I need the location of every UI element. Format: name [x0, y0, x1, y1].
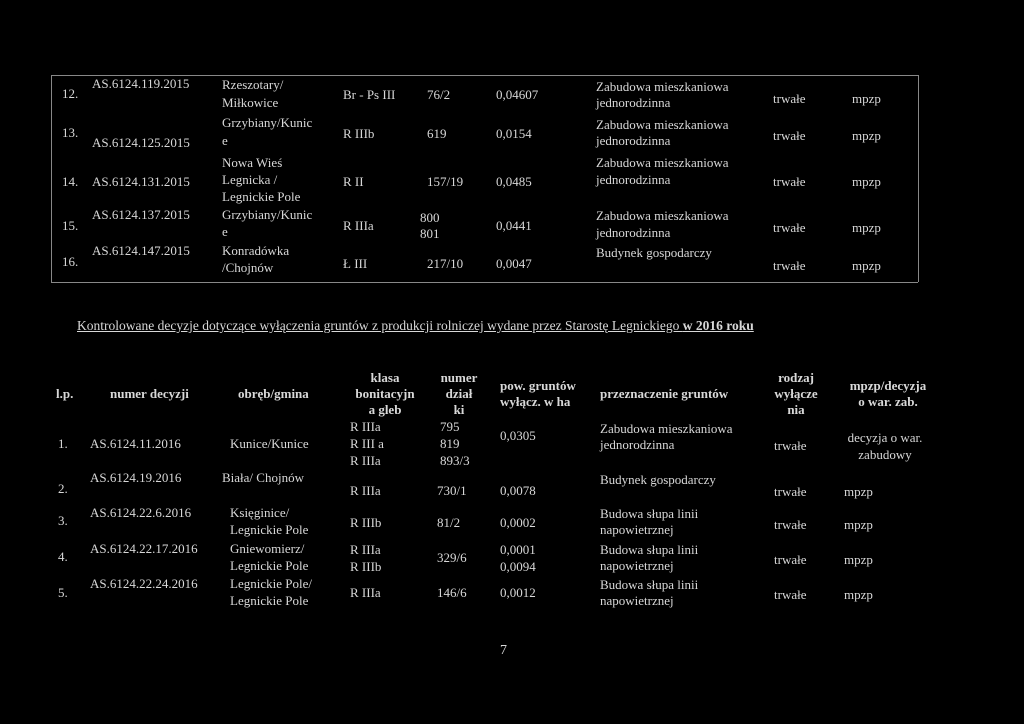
header-plot: dział: [445, 386, 473, 401]
purpose-cell: Zabudowa mieszkaniowa: [600, 421, 733, 436]
status-cell: mpzp: [844, 552, 873, 567]
decision-cell: AS.6124.119.2015: [92, 76, 190, 91]
header-kind: rodzaj: [778, 370, 814, 385]
header-plot: numer: [440, 370, 478, 385]
plot-cell: 217/10: [427, 256, 464, 271]
status-cell: mpzp: [852, 91, 881, 106]
status-cell: mpzp: [844, 517, 873, 532]
decision-cell: AS.6124.131.2015: [92, 174, 190, 189]
kind-cell: trwałe: [774, 587, 807, 602]
area-cell: Grzybiany/Kunic: [222, 115, 313, 130]
decision-cell: AS.6124.125.2015: [92, 135, 190, 150]
class-cell: R IIIb: [350, 559, 382, 574]
purpose-cell: Zabudowa mieszkaniowa: [596, 79, 729, 94]
purpose-cell: Budynek gospodarczy: [596, 245, 712, 260]
status-cell: zabudowy: [858, 447, 912, 462]
status-cell: mpzp: [852, 258, 881, 273]
header-plot: ki: [453, 402, 465, 417]
plot-cell: 819: [440, 436, 460, 451]
size-cell: 0,0094: [500, 559, 536, 574]
size-cell: 0,0154: [496, 126, 532, 141]
kind-cell: trwałe: [773, 174, 806, 189]
class-cell: R IIIa: [343, 218, 374, 233]
area-cell: Rzeszotary/: [222, 77, 284, 92]
size-cell: 0,0078: [500, 483, 536, 498]
header-size: wyłącz. w ha: [500, 394, 571, 409]
size-cell: 0,04607: [496, 87, 539, 102]
class-cell: R IIIa: [350, 483, 381, 498]
area-cell: Biała/ Chojnów: [222, 470, 304, 485]
kind-cell: trwałe: [774, 484, 807, 499]
purpose-cell: jednorodzinna: [596, 95, 671, 110]
class-cell: R IIIa: [350, 585, 381, 600]
plot-cell: 329/6: [437, 550, 467, 565]
purpose-cell: Zabudowa mieszkaniowa: [596, 117, 729, 132]
class-cell: R IIIb: [343, 126, 375, 141]
header-class: bonitacyjn: [355, 386, 415, 401]
top-table-border-right: [918, 75, 919, 282]
class-cell: R IIIa: [350, 419, 381, 434]
area-cell: Miłkowice: [222, 95, 279, 110]
page-number: 7: [500, 643, 507, 658]
lp-cell: 15.: [62, 218, 79, 233]
decision-cell: AS.6124.22.17.2016: [90, 541, 198, 556]
decision-cell: AS.6124.19.2016: [90, 470, 182, 485]
purpose-cell: napowietrznej: [600, 558, 674, 573]
area-cell: Grzybiany/Kunic: [222, 207, 313, 222]
plot-cell: 800: [420, 210, 440, 225]
header-lp: l.p.: [56, 386, 74, 401]
kind-cell: trwałe: [773, 258, 806, 273]
area-cell: Konradówka: [222, 243, 290, 258]
purpose-cell: jednorodzinna: [596, 225, 671, 240]
size-cell: 0,0002: [500, 515, 536, 530]
header-purpose: przeznaczenie gruntów: [600, 386, 729, 401]
purpose-cell: Budynek gospodarczy: [600, 472, 716, 487]
area-cell: e: [222, 224, 228, 239]
area-cell: Legnickie Pole: [230, 558, 309, 573]
header-decision: numer decyzji: [110, 386, 189, 401]
caption-year: w 2016 roku: [682, 318, 754, 333]
section-caption: [77, 318, 754, 334]
area-cell: Księginice/: [230, 505, 290, 520]
area-cell: Nowa Wieś: [222, 155, 283, 170]
plot-cell: 619: [427, 126, 447, 141]
plot-cell: 146/6: [437, 585, 467, 600]
status-cell: mpzp: [844, 484, 873, 499]
area-cell: Legnicka /: [222, 172, 278, 187]
purpose-cell: Budowa słupa linii: [600, 542, 699, 557]
plot-cell: 81/2: [437, 515, 461, 530]
area-cell: Gniewomierz/: [230, 541, 305, 556]
header-area: obręb/gmina: [238, 386, 309, 401]
lp-cell: 5.: [58, 585, 68, 600]
plot-cell: 801: [420, 226, 440, 241]
decision-cell: AS.6124.22.6.2016: [90, 505, 192, 520]
purpose-cell: jednorodzinna: [596, 172, 671, 187]
lp-cell: 1.: [58, 436, 68, 451]
kind-cell: trwałe: [773, 220, 806, 235]
lp-cell: 14.: [62, 174, 79, 189]
purpose-cell: napowietrznej: [600, 522, 674, 537]
plot-cell: 76/2: [427, 87, 451, 102]
size-cell: 0,0012: [500, 585, 536, 600]
class-cell: R IIIa: [350, 453, 381, 468]
kind-cell: trwałe: [774, 517, 807, 532]
size-cell: 0,0305: [500, 428, 536, 443]
purpose-cell: jednorodzinna: [596, 133, 671, 148]
purpose-cell: Zabudowa mieszkaniowa: [596, 155, 729, 170]
header-kind: wyłącze: [774, 386, 818, 401]
area-cell: /Chojnów: [222, 260, 274, 275]
size-cell: 0,0047: [496, 256, 532, 271]
plot-cell: 157/19: [427, 174, 464, 189]
lp-cell: 2.: [58, 481, 68, 496]
class-cell: R IIIb: [350, 515, 382, 530]
area-cell: Legnickie Pole: [230, 593, 309, 608]
purpose-cell: Budowa słupa linii: [600, 577, 699, 592]
area-cell: Legnickie Pole: [222, 189, 301, 204]
purpose-cell: napowietrznej: [600, 593, 674, 608]
status-cell: mpzp: [852, 128, 881, 143]
kind-cell: trwałe: [773, 91, 806, 106]
area-cell: Kunice/Kunice: [230, 436, 309, 451]
caption-text: Kontrolowane decyzje dotyczące wyłączenia gruntów z produkcji rolniczej wydane przez Starostę Legnickiego: [77, 318, 683, 333]
size-cell: 0,0485: [496, 174, 532, 189]
kind-cell: trwałe: [774, 552, 807, 567]
plot-cell: 730/1: [437, 483, 467, 498]
class-cell: R III a: [350, 436, 384, 451]
decision-cell: AS.6124.147.2015: [92, 243, 190, 258]
purpose-cell: jednorodzinna: [600, 437, 675, 452]
purpose-cell: Zabudowa mieszkaniowa: [596, 208, 729, 223]
header-size: pow. gruntów: [500, 378, 576, 393]
header-class: klasa: [370, 370, 400, 385]
purpose-cell: Budowa słupa linii: [600, 506, 699, 521]
top-table-border-left: [51, 75, 52, 282]
plot-cell: 893/3: [440, 453, 470, 468]
lp-cell: 16.: [62, 254, 79, 269]
decision-cell: AS.6124.22.24.2016: [90, 576, 198, 591]
header-class: a gleb: [368, 402, 402, 417]
status-cell: mpzp: [852, 220, 881, 235]
header-status: mpzp/decyzja: [849, 378, 927, 393]
class-cell: Ł III: [343, 256, 368, 271]
decision-cell: AS.6124.137.2015: [92, 207, 190, 222]
class-cell: R IIIa: [350, 542, 381, 557]
lp-cell: 13.: [62, 125, 79, 140]
area-cell: Legnickie Pole: [230, 522, 309, 537]
area-cell: e: [222, 133, 228, 148]
header-kind: nia: [787, 402, 805, 417]
plot-cell: 795: [440, 419, 460, 434]
status-cell: decyzja o war.: [847, 430, 923, 445]
kind-cell: trwałe: [773, 128, 806, 143]
kind-cell: trwałe: [774, 438, 807, 453]
status-cell: mpzp: [844, 587, 873, 602]
lp-cell: 12.: [62, 86, 79, 101]
size-cell: 0,0441: [496, 218, 532, 233]
decision-cell: AS.6124.11.2016: [90, 436, 181, 451]
lp-cell: 3.: [58, 513, 68, 528]
header-status: o war. zab.: [858, 394, 918, 409]
size-cell: 0,0001: [500, 542, 536, 557]
area-cell: Legnickie Pole/: [230, 576, 312, 591]
lp-cell: 4.: [58, 549, 68, 564]
class-cell: R II: [343, 174, 364, 189]
class-cell: Br - Ps III: [343, 87, 396, 102]
top-table-border-bottom: [51, 282, 918, 283]
status-cell: mpzp: [852, 174, 881, 189]
